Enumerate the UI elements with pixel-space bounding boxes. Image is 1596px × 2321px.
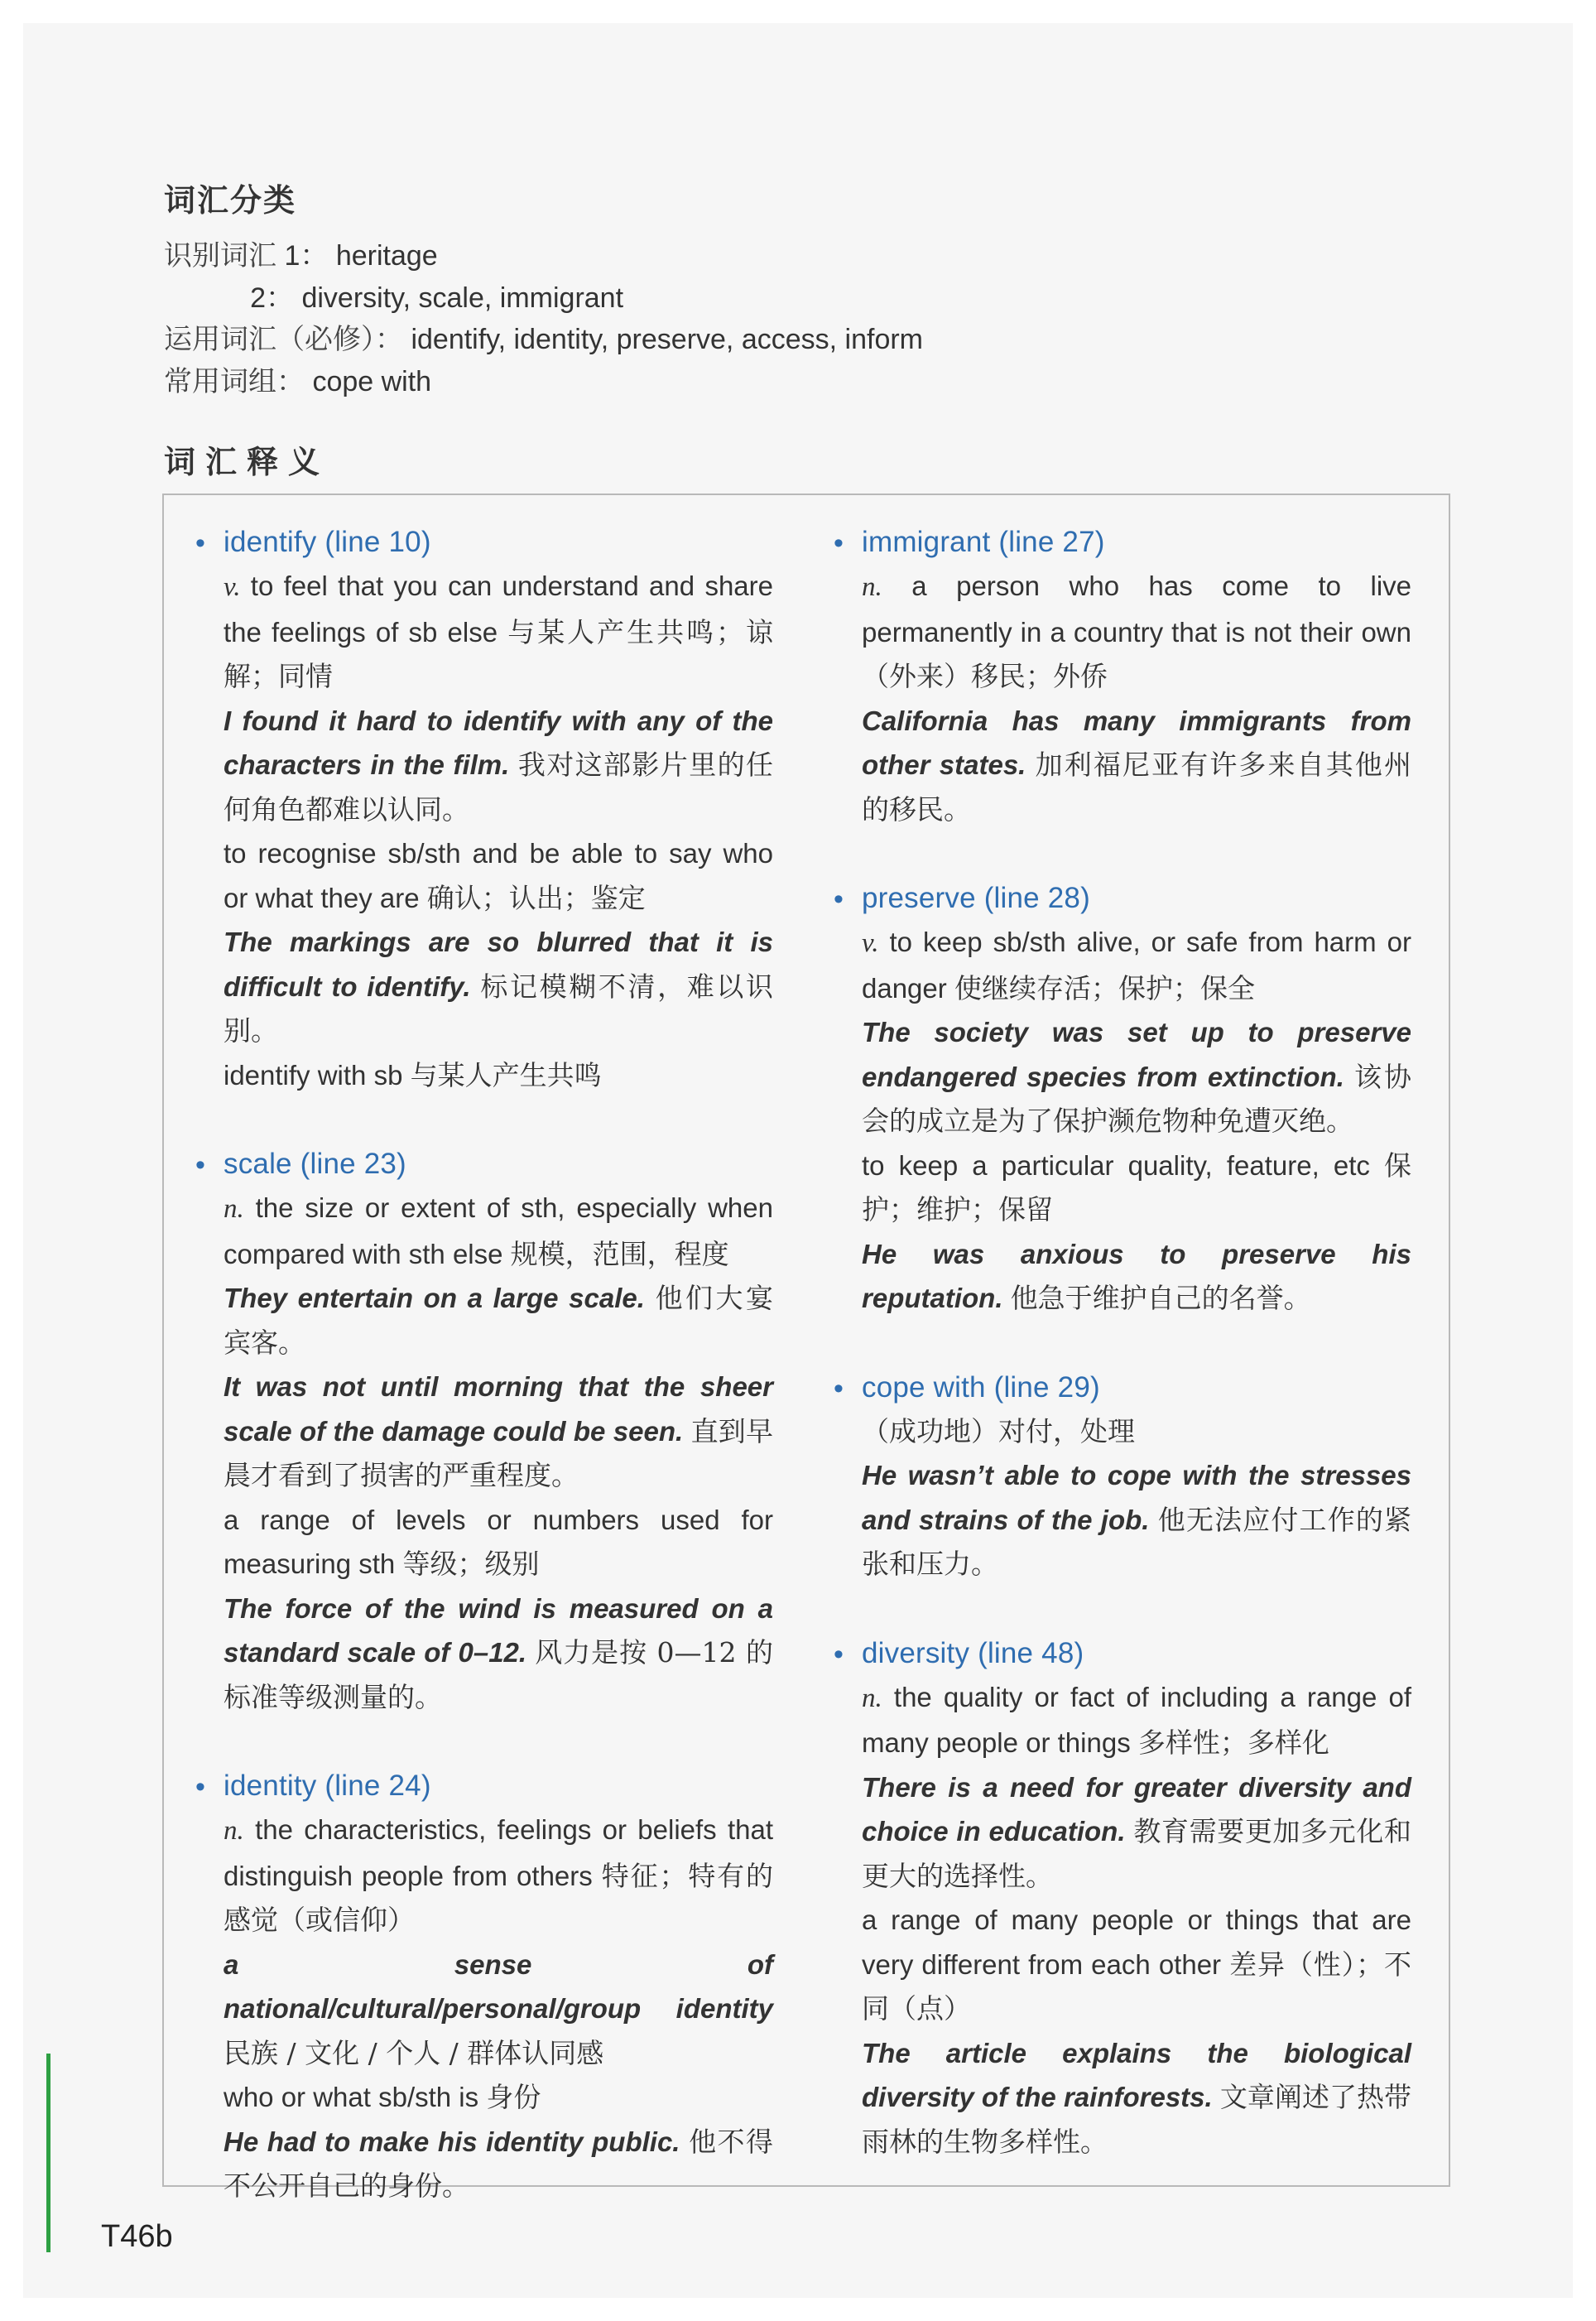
entry-head: preserve (line 28) [862, 882, 1090, 914]
phrase-en: identify with sb [224, 1059, 403, 1091]
definition-zh: 使继续存活；保护；保全 [954, 971, 1255, 1004]
part-of-speech: v. [862, 928, 879, 958]
bullet-icon: • [195, 527, 205, 559]
usage-label: 运用词汇（必修）： [164, 324, 403, 355]
recognition-line-2 [164, 275, 623, 315]
example [224, 1276, 773, 1365]
example-zh: 他无法应付工作的紧张和压力。 [862, 1503, 1412, 1580]
definition [224, 831, 773, 920]
definition-en: to recognise sb/sth and be able to say who or what they are [224, 838, 773, 913]
definitions-title: 词汇释义 [164, 445, 330, 480]
entry-head: identity (line 24) [224, 1770, 431, 1802]
example-en: The society was set up to preserve endangered species from extinction. [862, 1017, 1411, 1092]
example [862, 1010, 1411, 1144]
left-column [194, 520, 773, 2253]
phrase [224, 1053, 773, 1098]
example-zh: 我对这部影片里的任何角色都难以认同。 [224, 749, 773, 826]
definitions-box [162, 494, 1450, 2202]
example-en: The article explains the biological diversity of the rainforests. [862, 2037, 1411, 2112]
part-of-speech: n. [862, 1683, 882, 1713]
example-en: The markings are so blurred that it is difficult to identify. [224, 927, 773, 1002]
page [23, 23, 1573, 2298]
example [862, 1453, 1411, 1587]
definition-en: a person who has come to live permanently in a country that is not their own [862, 571, 1412, 648]
example-zh: 直到早晨才看到了损害的严重程度。 [224, 1414, 773, 1491]
entry-head: scale (line 23) [224, 1148, 406, 1180]
entry-head: identify (line 10) [224, 526, 431, 558]
definition [862, 1675, 1411, 1765]
bullet-icon: • [195, 1149, 205, 1181]
bullet-icon: • [195, 1771, 205, 1803]
definition [862, 920, 1411, 1010]
entry-cope-with [832, 1365, 1411, 1587]
phrase-line [164, 359, 431, 399]
entry-identify [194, 520, 773, 1097]
example [862, 699, 1411, 832]
definition-zh: （外来）移民；外侨 [862, 660, 1108, 692]
bullet-icon: • [834, 527, 844, 559]
recognition-line-1 [164, 233, 438, 273]
definition [862, 564, 1411, 699]
definition-en: who or what sb/sth is [224, 2082, 479, 2112]
bullet-icon: • [834, 1638, 844, 1670]
entry-preserve [832, 876, 1411, 1321]
definition [224, 564, 773, 699]
example-en: He had to make his identity public. [224, 2126, 680, 2157]
example-en: They entertain on a large scale. [224, 1283, 645, 1313]
example [862, 2031, 1411, 2165]
part-of-speech: n. [224, 1194, 244, 1224]
example [862, 1232, 1411, 1321]
page-number: T46b [101, 2219, 173, 2254]
definition [862, 1409, 1411, 1454]
example-zh: 他不得不公开自己的身份。 [224, 2125, 773, 2202]
definition [224, 1186, 773, 1276]
example-zh: 他们大宴宾客。 [224, 1282, 774, 1359]
example-en: He was anxious to preserve his reputation. [862, 1238, 1411, 1313]
definition-zh: 保护；维护；保留 [862, 1148, 1411, 1226]
definition-zh: 身份 [486, 2081, 541, 2113]
definition-zh: 差异（性）；不同（点） [862, 1948, 1412, 2025]
entry-immigrant [832, 520, 1411, 831]
definition [224, 1498, 773, 1587]
recognition-label: 识别词汇 [164, 240, 276, 272]
definition-en: the characteristics, feelings or beliefs that distinguish people from others [224, 1814, 774, 1891]
definition-en: a range of levels or numbers used for measuring sth [224, 1504, 773, 1579]
example-zh: 教育需要更加多元化和更大的选择性。 [862, 1815, 1412, 1892]
recognition-1-num: 1： [284, 240, 329, 272]
usage-words: identify, identity, preserve, access, inform [411, 324, 923, 355]
definition-en: to feel that you can understand and share the feelings of sb else [224, 571, 773, 648]
recognition-2-num: 2： [250, 282, 294, 314]
example-zh: 文章阐述了热带雨林的生物多样性。 [862, 2081, 1412, 2158]
definition-en: the size or extent of sth, especially when compared with sth else [224, 1192, 773, 1269]
example [862, 1765, 1411, 1899]
definition-zh: 特征；特有的感觉（或信仰） [224, 1859, 774, 1936]
part-of-speech: n. [862, 572, 882, 602]
part-of-speech: n. [224, 1816, 244, 1846]
phrase-label: 常用词组： [164, 366, 305, 397]
definition-zh: （成功地）对付，处理 [862, 1414, 1135, 1447]
definition-en: to keep sb/sth alive, or safe from harm or danger [862, 927, 1411, 1004]
definition [224, 2075, 773, 2120]
example-en: a sense of national/cultural/personal/group identity [224, 1948, 773, 2024]
definition [862, 1898, 1411, 2031]
right-column [832, 520, 1411, 2208]
entry-head: cope with (line 29) [862, 1370, 1100, 1404]
example-zh: 加利福尼亚有许多来自其他州的移民。 [862, 749, 1412, 826]
recognition-1-words: heritage [335, 240, 438, 272]
definition-en: the quality or fact of including a range of many people or things [862, 1681, 1411, 1758]
bullet-icon: • [834, 1372, 844, 1404]
example [224, 699, 773, 832]
entry-identity [194, 1764, 773, 2208]
example-en: I found it hard to identify with any of the characters in the film. [224, 705, 773, 780]
definition-en: to keep a particular quality, feature, etc [862, 1149, 1370, 1181]
usage-line [164, 316, 923, 357]
example-en: There is a need for greater diversity and choice in education. [862, 1771, 1411, 1847]
part-of-speech: v. [224, 572, 241, 602]
example [224, 920, 773, 1053]
definition-zh: 确认；认出；鉴定 [426, 881, 646, 914]
definition-en: a range of many people or things that are very different from each other [862, 1904, 1411, 1980]
phrase-words: cope with [312, 366, 432, 397]
example [224, 1943, 773, 2076]
example-zh: 该协会的成立是为了保护濒危物种免遭灭绝。 [862, 1060, 1411, 1137]
example-zh: 他急于维护自己的名誉。 [1010, 1282, 1311, 1314]
vocab-classification-title: 词汇分类 [164, 184, 297, 219]
definition [224, 1808, 773, 1943]
definition [862, 1144, 1411, 1232]
recognition-2-words: diversity, scale, immigrant [301, 282, 624, 314]
entry-diversity [832, 1631, 1411, 2165]
example-en: He wasn’t able to cope with the stresses and strains of the job. [862, 1460, 1411, 1535]
example [224, 2120, 773, 2208]
bullet-icon: • [834, 884, 844, 915]
example-en: It was not until morning that the sheer scale of the damage could be seen. [224, 1371, 773, 1447]
entry-head: immigrant (line 27) [862, 526, 1105, 558]
entry-scale [194, 1142, 773, 1719]
example-zh: 民族 / 文化 / 个人 / 群体认同感 [224, 2036, 604, 2069]
example-en: The force of the wind is measured on a standard scale of 0–12. [224, 1592, 773, 1668]
margin-green-bar [46, 2054, 50, 2252]
definition-zh: 规模，范围，程度 [510, 1237, 729, 1270]
example-en: California has many immigrants from other states. [862, 705, 1411, 780]
example [224, 1365, 773, 1498]
definition-zh: 多样性；多样化 [1137, 1726, 1329, 1759]
example-zh: 标记模糊不清，难以识别。 [224, 970, 774, 1047]
definition-zh: 等级；级别 [402, 1548, 540, 1580]
example-zh: 风力是按 0—12 的标准等级测量的。 [224, 1636, 774, 1713]
phrase-zh: 与某人产生共鸣 [410, 1058, 602, 1091]
entry-head: diversity (line 48) [862, 1636, 1084, 1669]
example [224, 1587, 773, 1720]
definition-zh: 与某人产生共鸣；谅解；同情 [224, 615, 773, 692]
